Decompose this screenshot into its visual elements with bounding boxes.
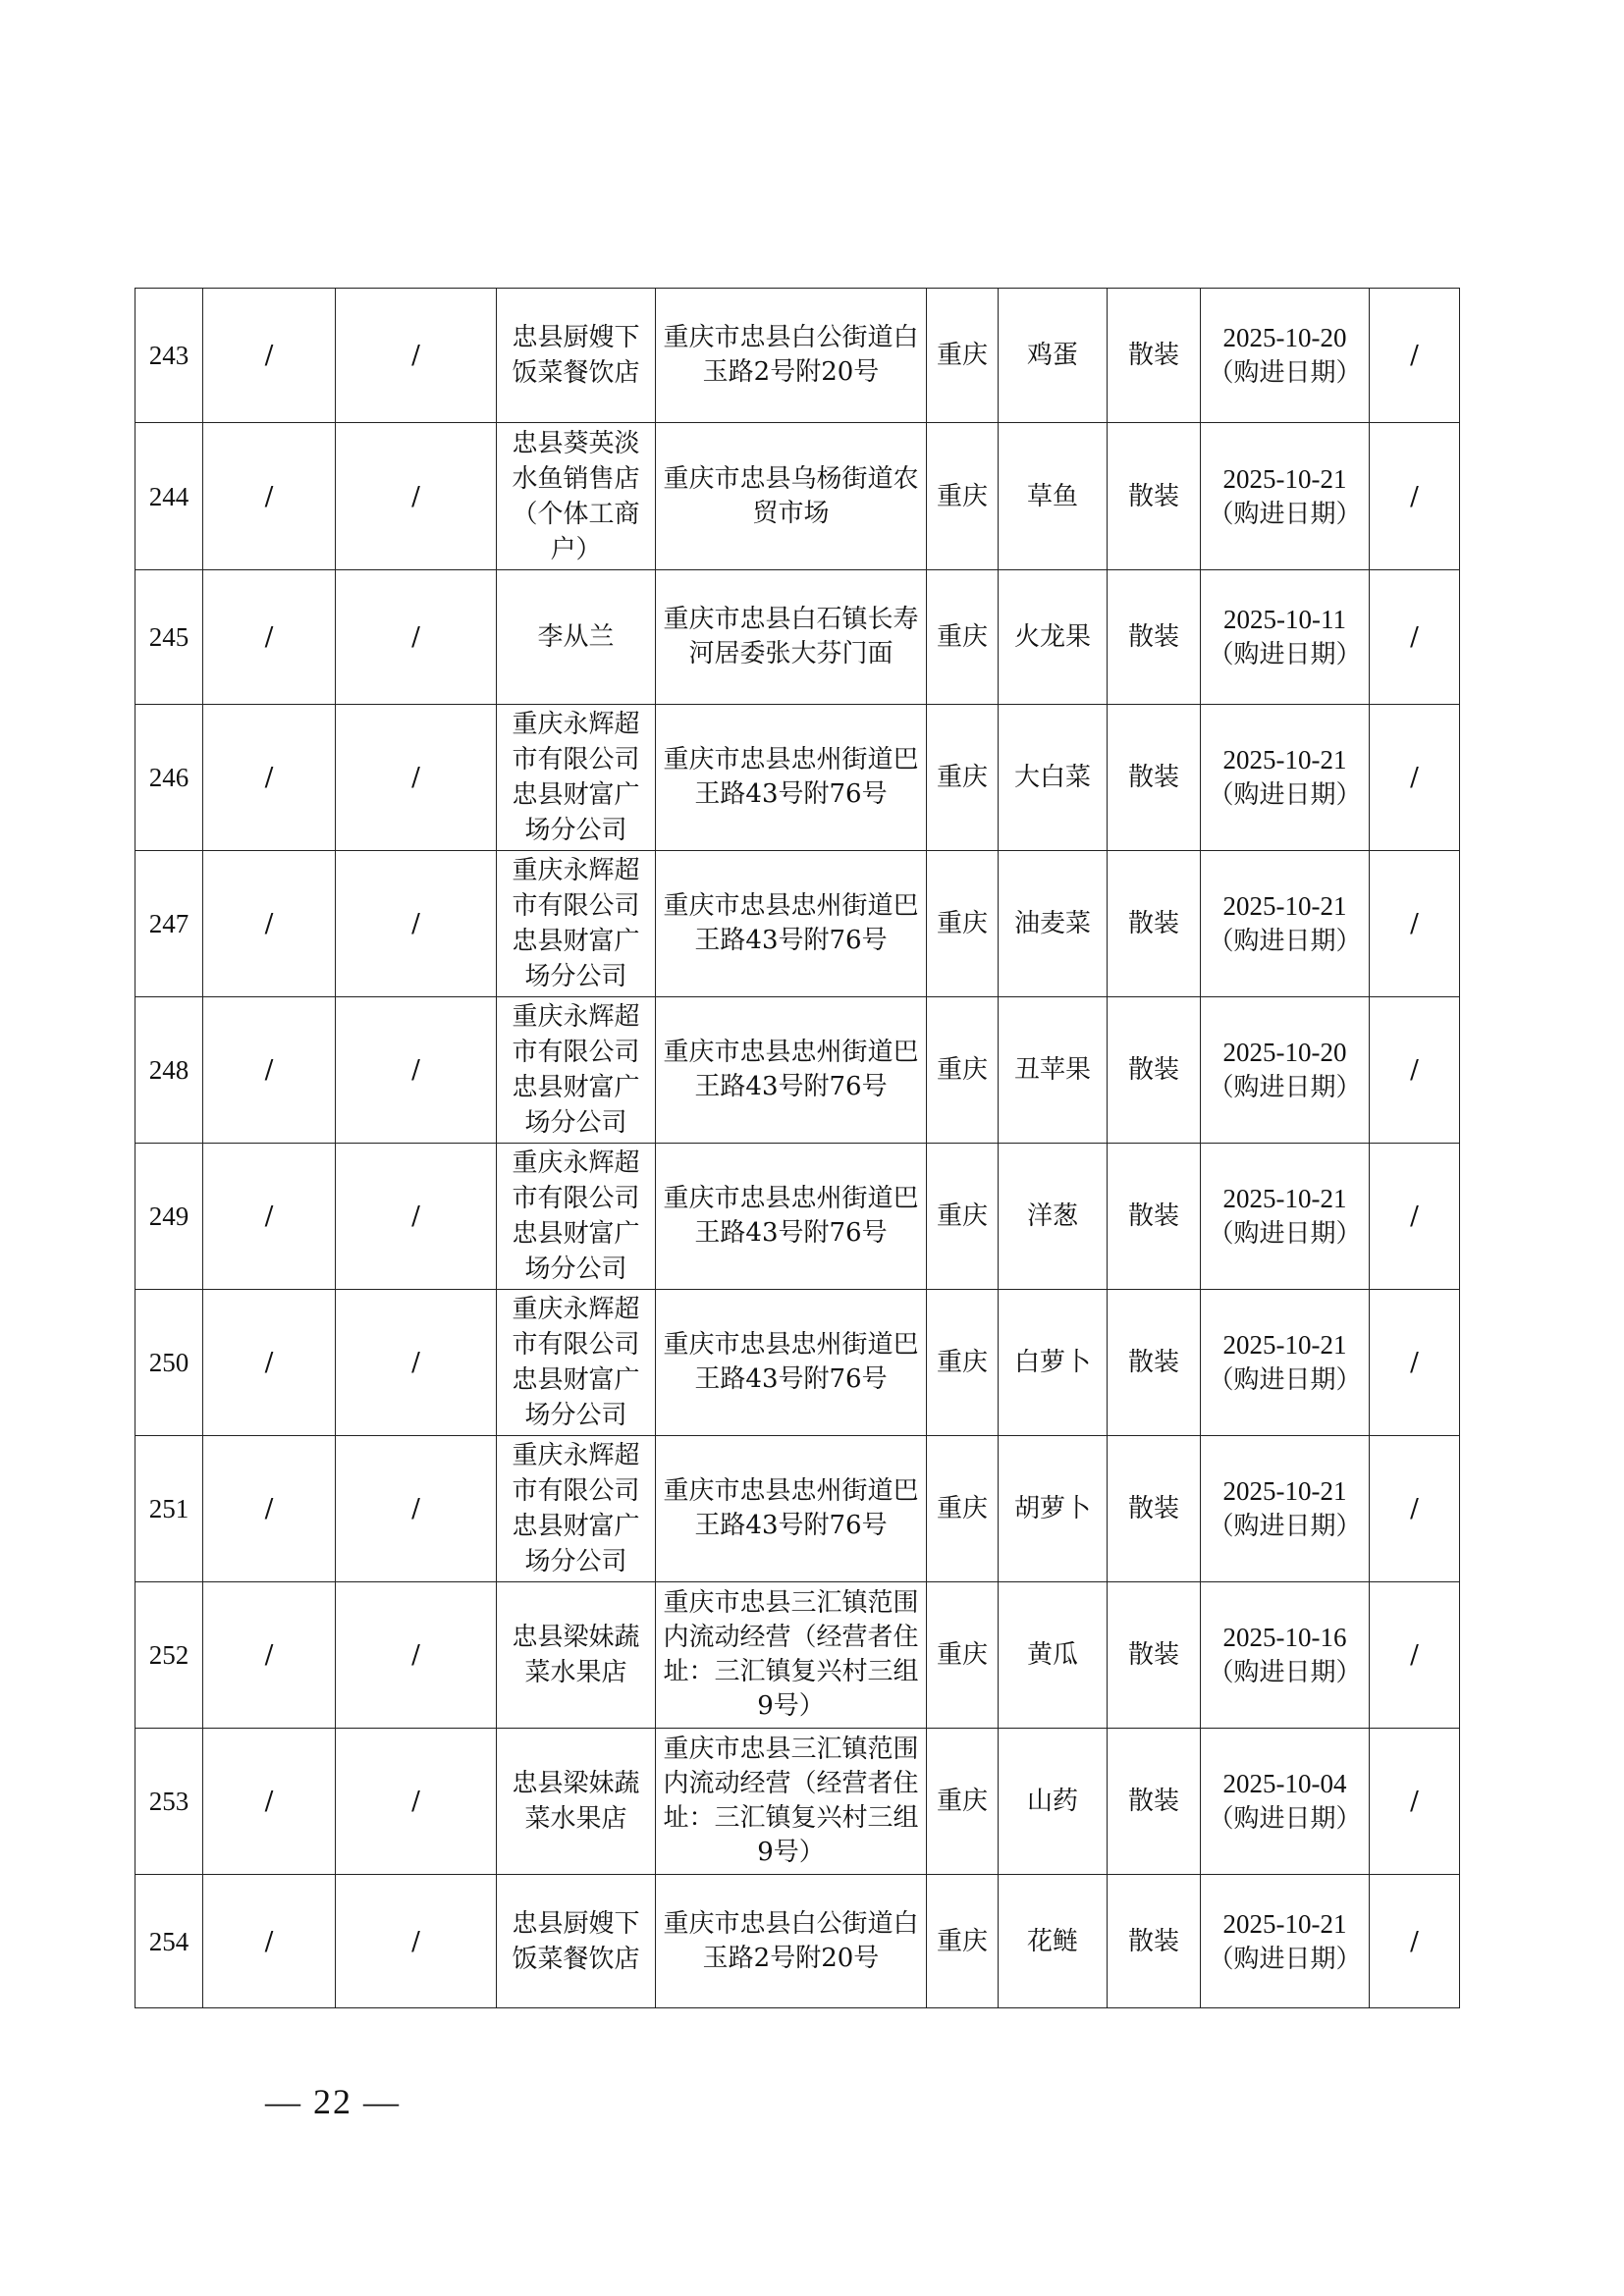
store-name: 忠县梁妹蔬菜水果店 xyxy=(497,1729,656,1875)
packaging: 散装 xyxy=(1108,705,1201,851)
table-row xyxy=(135,570,1460,705)
packaging: 散装 xyxy=(1108,851,1201,997)
date-note: （购进日期） xyxy=(1208,499,1362,529)
cell-col3: / xyxy=(336,1436,497,1582)
store-name: 重庆永辉超市有限公司忠县财富广场分公司 xyxy=(497,1144,656,1290)
cell-col2: / xyxy=(203,423,336,570)
cell-col3: / xyxy=(336,997,497,1144)
store-name: 忠县葵英淡水鱼销售店（个体工商户） xyxy=(497,423,656,570)
cell-col3: / xyxy=(336,1729,497,1875)
store-address: 重庆市忠县忠州街道巴王路43号附76号 xyxy=(656,997,927,1144)
row-number: 246 xyxy=(135,705,203,851)
origin: 重庆 xyxy=(927,1144,999,1290)
purchase-date xyxy=(1201,1436,1370,1582)
cell-col2: / xyxy=(203,1144,336,1290)
store-address: 重庆市忠县忠州街道巴王路43号附76号 xyxy=(656,1290,927,1436)
cell-col3: / xyxy=(336,1290,497,1436)
row-number: 253 xyxy=(135,1729,203,1875)
origin: 重庆 xyxy=(927,1290,999,1436)
cell-last: / xyxy=(1370,851,1460,997)
origin: 重庆 xyxy=(927,1875,999,2008)
origin: 重庆 xyxy=(927,1729,999,1875)
store-address: 重庆市忠县忠州街道巴王路43号附76号 xyxy=(656,1436,927,1582)
cell-last: / xyxy=(1370,1436,1460,1582)
packaging: 散装 xyxy=(1108,997,1201,1144)
date-value: 2025-10-21 xyxy=(1222,891,1347,921)
date-note: （购进日期） xyxy=(1208,1658,1362,1687)
purchase-date xyxy=(1201,1875,1370,2008)
store-name: 忠县厨嫂下饭菜餐饮店 xyxy=(497,1875,656,2008)
cell-col3: / xyxy=(336,289,497,423)
purchase-date xyxy=(1201,705,1370,851)
origin: 重庆 xyxy=(927,997,999,1144)
origin: 重庆 xyxy=(927,1436,999,1582)
product-name: 丑苹果 xyxy=(999,997,1108,1144)
table-row xyxy=(135,1290,1460,1436)
product-name: 火龙果 xyxy=(999,570,1108,705)
product-name: 鸡蛋 xyxy=(999,289,1108,423)
packaging: 散装 xyxy=(1108,1436,1201,1582)
cell-col3: / xyxy=(336,1875,497,2008)
cell-col3: / xyxy=(336,851,497,997)
product-name: 草鱼 xyxy=(999,423,1108,570)
cell-col2: / xyxy=(203,997,336,1144)
origin: 重庆 xyxy=(927,289,999,423)
cell-col3: / xyxy=(336,1582,497,1729)
packaging: 散装 xyxy=(1108,570,1201,705)
date-value: 2025-10-04 xyxy=(1222,1769,1347,1798)
product-name: 山药 xyxy=(999,1729,1108,1875)
cell-last: / xyxy=(1370,997,1460,1144)
packaging: 散装 xyxy=(1108,289,1201,423)
cell-col2: / xyxy=(203,289,336,423)
store-address: 重庆市忠县忠州街道巴王路43号附76号 xyxy=(656,705,927,851)
row-number: 248 xyxy=(135,997,203,1144)
date-note: （购进日期） xyxy=(1208,1219,1362,1249)
store-address: 重庆市忠县白石镇长寿河居委张大芬门面 xyxy=(656,570,927,705)
date-value: 2025-10-16 xyxy=(1222,1623,1347,1652)
purchase-date xyxy=(1201,997,1370,1144)
store-name: 重庆永辉超市有限公司忠县财富广场分公司 xyxy=(497,851,656,997)
table-row xyxy=(135,1144,1460,1290)
date-note: （购进日期） xyxy=(1208,780,1362,810)
cell-last: / xyxy=(1370,289,1460,423)
product-name: 黄瓜 xyxy=(999,1582,1108,1729)
row-number: 247 xyxy=(135,851,203,997)
product-name: 油麦菜 xyxy=(999,851,1108,997)
store-name: 忠县厨嫂下饭菜餐饮店 xyxy=(497,289,656,423)
date-value: 2025-10-21 xyxy=(1222,463,1347,494)
store-name: 李从兰 xyxy=(497,570,656,705)
row-number: 250 xyxy=(135,1290,203,1436)
store-name: 重庆永辉超市有限公司忠县财富广场分公司 xyxy=(497,997,656,1144)
purchase-date xyxy=(1201,570,1370,705)
table-row xyxy=(135,1582,1460,1729)
store-address: 重庆市忠县白公街道白玉路2号附20号 xyxy=(656,289,927,423)
packaging: 散装 xyxy=(1108,1582,1201,1729)
cell-col2: / xyxy=(203,851,336,997)
cell-last: / xyxy=(1370,1875,1460,2008)
date-note: （购进日期） xyxy=(1208,1804,1362,1834)
date-note: （购进日期） xyxy=(1208,1365,1362,1395)
table-body xyxy=(135,289,1460,2008)
date-value: 2025-10-20 xyxy=(1222,1038,1347,1067)
row-number: 252 xyxy=(135,1582,203,1729)
date-value: 2025-10-21 xyxy=(1222,1330,1347,1360)
table-row xyxy=(135,705,1460,851)
cell-col2: / xyxy=(203,1290,336,1436)
purchase-date xyxy=(1201,1144,1370,1290)
sampling-table xyxy=(135,288,1460,2008)
date-note: （购进日期） xyxy=(1208,358,1362,388)
date-value: 2025-10-11 xyxy=(1223,605,1346,634)
store-name: 忠县梁妹蔬菜水果店 xyxy=(497,1582,656,1729)
cell-col3: / xyxy=(336,1144,497,1290)
packaging: 散装 xyxy=(1108,1729,1201,1875)
origin: 重庆 xyxy=(927,1582,999,1729)
table-row xyxy=(135,289,1460,423)
date-value: 2025-10-20 xyxy=(1222,323,1347,352)
purchase-date xyxy=(1201,1729,1370,1875)
date-note: （购进日期） xyxy=(1208,640,1362,669)
packaging: 散装 xyxy=(1108,423,1201,570)
row-number: 254 xyxy=(135,1875,203,2008)
store-name: 重庆永辉超市有限公司忠县财富广场分公司 xyxy=(497,1436,656,1582)
purchase-date xyxy=(1201,1582,1370,1729)
table-row xyxy=(135,997,1460,1144)
product-name: 洋葱 xyxy=(999,1144,1108,1290)
cell-col2: / xyxy=(203,1582,336,1729)
date-note: （购进日期） xyxy=(1208,927,1362,956)
packaging: 散装 xyxy=(1108,1144,1201,1290)
cell-last: / xyxy=(1370,570,1460,705)
store-address: 重庆市忠县忠州街道巴王路43号附76号 xyxy=(656,1144,927,1290)
cell-col2: / xyxy=(203,1729,336,1875)
store-address: 重庆市忠县乌杨街道农贸市场 xyxy=(656,423,927,570)
cell-col3: / xyxy=(336,570,497,705)
origin: 重庆 xyxy=(927,705,999,851)
date-value: 2025-10-21 xyxy=(1222,1908,1347,1939)
cell-last: / xyxy=(1370,1729,1460,1875)
origin: 重庆 xyxy=(927,570,999,705)
origin: 重庆 xyxy=(927,851,999,997)
cell-last: / xyxy=(1370,705,1460,851)
date-value: 2025-10-21 xyxy=(1222,745,1347,774)
cell-last: / xyxy=(1370,1290,1460,1436)
store-address: 重庆市忠县三汇镇范围内流动经营（经营者住址：三汇镇复兴村三组9号） xyxy=(656,1582,927,1729)
cell-last: / xyxy=(1370,1582,1460,1729)
purchase-date xyxy=(1201,423,1370,570)
product-name: 大白菜 xyxy=(999,705,1108,851)
purchase-date xyxy=(1201,289,1370,423)
table-row xyxy=(135,1875,1460,2008)
origin: 重庆 xyxy=(927,423,999,570)
product-name: 白萝卜 xyxy=(999,1290,1108,1436)
table-row xyxy=(135,423,1460,570)
product-name: 胡萝卜 xyxy=(999,1436,1108,1582)
table-row xyxy=(135,1436,1460,1582)
row-number: 251 xyxy=(135,1436,203,1582)
store-address: 重庆市忠县三汇镇范围内流动经营（经营者住址：三汇镇复兴村三组9号） xyxy=(656,1729,927,1875)
date-value: 2025-10-21 xyxy=(1222,1476,1347,1506)
packaging: 散装 xyxy=(1108,1290,1201,1436)
cell-col2: / xyxy=(203,1436,336,1582)
row-number: 245 xyxy=(135,570,203,705)
store-address: 重庆市忠县忠州街道巴王路43号附76号 xyxy=(656,851,927,997)
cell-col2: / xyxy=(203,570,336,705)
cell-last: / xyxy=(1370,423,1460,570)
page-number: — 22 — xyxy=(265,2082,401,2121)
cell-col2: / xyxy=(203,705,336,851)
cell-last: / xyxy=(1370,1144,1460,1290)
cell-col2: / xyxy=(203,1875,336,2008)
cell-col3: / xyxy=(336,423,497,570)
table-row xyxy=(135,1729,1460,1875)
date-note: （购进日期） xyxy=(1208,1944,1362,1974)
date-value: 2025-10-21 xyxy=(1222,1184,1347,1213)
store-name: 重庆永辉超市有限公司忠县财富广场分公司 xyxy=(497,705,656,851)
row-number: 249 xyxy=(135,1144,203,1290)
date-note: （购进日期） xyxy=(1208,1073,1362,1102)
packaging: 散装 xyxy=(1108,1875,1201,2008)
row-number: 243 xyxy=(135,289,203,423)
store-address: 重庆市忠县白公街道白玉路2号附20号 xyxy=(656,1875,927,2008)
date-note: （购进日期） xyxy=(1208,1512,1362,1541)
store-name: 重庆永辉超市有限公司忠县财富广场分公司 xyxy=(497,1290,656,1436)
table-row xyxy=(135,851,1460,997)
product-name: 花鲢 xyxy=(999,1875,1108,2008)
cell-col3: / xyxy=(336,705,497,851)
purchase-date xyxy=(1201,851,1370,997)
row-number: 244 xyxy=(135,423,203,570)
purchase-date xyxy=(1201,1290,1370,1436)
